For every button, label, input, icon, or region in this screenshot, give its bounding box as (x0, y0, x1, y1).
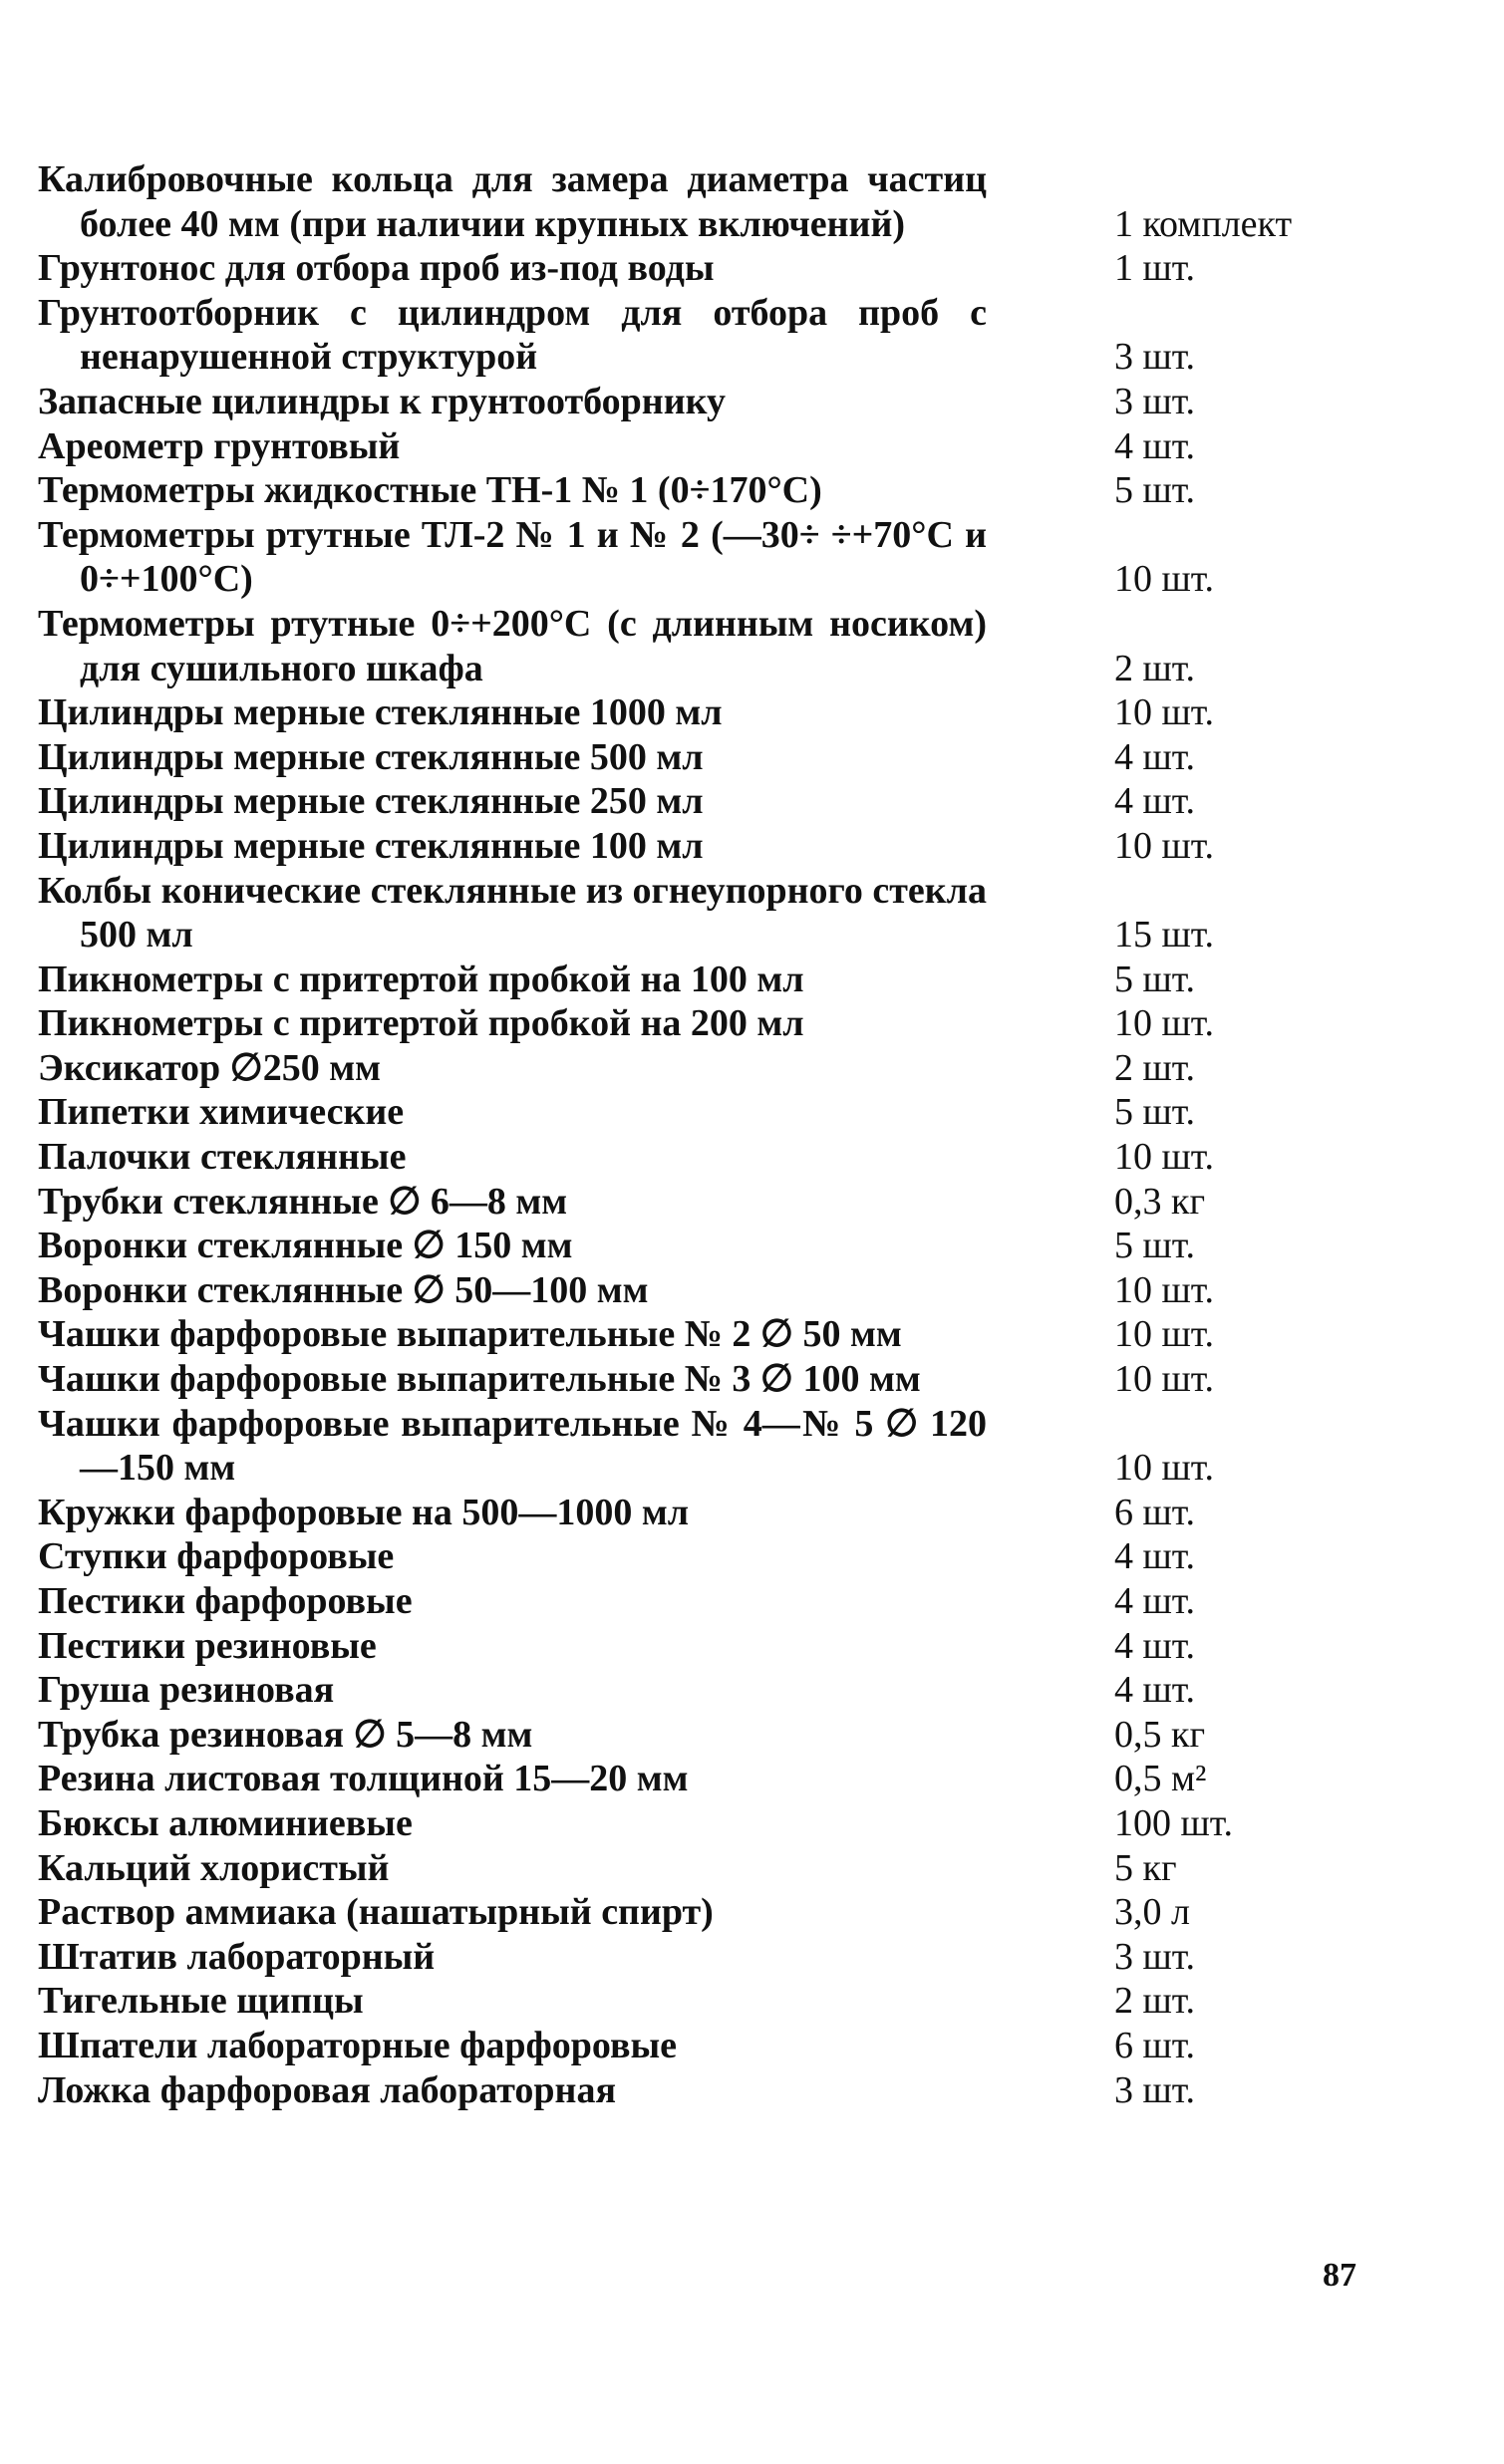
item-quantity: 3 шт. (1114, 2068, 1196, 2111)
equipment-list (38, 157, 1433, 2112)
item-quantity: 4 шт. (1114, 780, 1196, 823)
item-quantity: 4 шт. (1114, 1580, 1196, 1622)
list-item (38, 291, 1433, 380)
item-quantity: 3,0 л (1114, 1891, 1190, 1934)
list-item (38, 869, 1433, 958)
list-item (38, 1402, 1433, 1491)
list-item (38, 513, 1433, 602)
list-item (38, 779, 1433, 824)
list-item (38, 1090, 1433, 1135)
item-quantity: 6 шт. (1114, 2024, 1196, 2066)
item-quantity: 10 шт. (1114, 558, 1215, 601)
item-quantity: 5 шт. (1114, 469, 1196, 512)
item-name: Воронки стеклянные ∅ 50—100 мм (38, 1268, 649, 1311)
item-name: Цилиндры мерные стеклянные 1000 мл (38, 691, 723, 734)
item-name: Термометры ртутные ТЛ-2 № 1 и № 2 (—30÷ ÷+70°С и 0÷+100°С) (38, 513, 987, 601)
list-item (38, 1668, 1433, 1713)
list-item (38, 2024, 1433, 2068)
list-item (38, 380, 1433, 424)
item-name: Чашки фарфоровые выпарительные № 4—№ 5 ∅ 120—150 мм (38, 1402, 987, 1490)
list-item (38, 1135, 1433, 1180)
list-item (38, 468, 1433, 513)
list-item (38, 1935, 1433, 1980)
item-quantity: 10 шт. (1114, 1002, 1215, 1045)
item-name: Пипетки химические (38, 1091, 405, 1134)
item-name: Груша резиновая (38, 1669, 335, 1712)
list-item (38, 424, 1433, 469)
item-quantity: 4 шт. (1114, 424, 1196, 467)
item-quantity: 3 шт. (1114, 1935, 1196, 1978)
item-name: Пикнометры с притертой пробкой на 100 мл (38, 958, 804, 1000)
list-item (38, 735, 1433, 780)
item-name: Палочки стеклянные (38, 1136, 407, 1179)
item-quantity: 100 шт. (1114, 1801, 1234, 1844)
list-item (38, 157, 1433, 246)
list-item (38, 690, 1433, 735)
item-quantity: 0,3 кг (1114, 1180, 1206, 1223)
item-name: Кальций хлористый (38, 1846, 390, 1889)
item-quantity: 2 шт. (1114, 1980, 1196, 2023)
item-name: Пестики фарфоровые (38, 1580, 413, 1622)
item-quantity: 10 шт. (1114, 1136, 1215, 1179)
list-item (38, 246, 1433, 291)
item-quantity: 1 шт. (1114, 247, 1196, 290)
item-name: Ступки фарфоровые (38, 1535, 395, 1578)
item-name: Цилиндры мерные стеклянные 500 мл (38, 735, 704, 778)
list-item (38, 2068, 1433, 2113)
list-item (38, 824, 1433, 869)
list-item (38, 1491, 1433, 1535)
list-item (38, 602, 1433, 690)
item-quantity: 4 шт. (1114, 735, 1196, 778)
item-quantity: 5 шт. (1114, 958, 1196, 1000)
item-quantity: 3 шт. (1114, 380, 1196, 422)
list-item (38, 1757, 1433, 1801)
list-item (38, 1713, 1433, 1758)
item-name: Цилиндры мерные стеклянные 250 мл (38, 780, 704, 823)
item-name: Пестики резиновые (38, 1624, 377, 1667)
item-name: Воронки стеклянные ∅ 150 мм (38, 1225, 573, 1267)
item-quantity: 10 шт. (1114, 1313, 1215, 1356)
list-item (38, 958, 1433, 1002)
item-name: Тигельные щипцы (38, 1980, 364, 2023)
item-name: Резина листовая толщиной 15—20 мм (38, 1758, 689, 1800)
item-name: Трубка резиновая ∅ 5—8 мм (38, 1713, 533, 1756)
item-quantity: 1 комплект (1114, 202, 1293, 245)
list-item (38, 1357, 1433, 1402)
item-name: Штатив лабораторный (38, 1935, 436, 1978)
item-name: Чашки фарфоровые выпарительные № 2 ∅ 50 мм (38, 1313, 902, 1356)
list-item (38, 1312, 1433, 1357)
item-quantity: 0,5 м² (1114, 1758, 1207, 1800)
item-name: Колбы конические стеклянные из огнеупорного стекла 500 мл (38, 869, 987, 957)
item-name: Раствор аммиака (нашатырный спирт) (38, 1891, 714, 1934)
item-name: Запасные цилиндры к грунтоотборнику (38, 380, 726, 422)
list-item (38, 1534, 1433, 1579)
item-quantity: 2 шт. (1114, 1046, 1196, 1089)
list-item (38, 1846, 1433, 1891)
item-name: Грунтонос для отбора проб из-под воды (38, 247, 715, 290)
list-item (38, 1579, 1433, 1624)
item-name: Калибровочные кольца для замера диаметра частиц более 40 мм (при наличии крупных включений) (38, 158, 987, 245)
item-quantity: 6 шт. (1114, 1491, 1196, 1533)
item-name: Пикнометры с притертой пробкой на 200 мл (38, 1002, 804, 1045)
list-item (38, 1224, 1433, 1268)
list-item (38, 1624, 1433, 1669)
item-name: Грунтоотборник с цилиндром для отбора проб с ненарушенной структурой (38, 291, 987, 379)
item-quantity: 5 шт. (1114, 1091, 1196, 1134)
item-quantity: 4 шт. (1114, 1535, 1196, 1578)
item-quantity: 5 кг (1114, 1846, 1177, 1889)
item-name: Шпатели лабораторные фарфоровые (38, 2024, 678, 2066)
item-quantity: 3 шт. (1114, 336, 1196, 379)
list-item (38, 1268, 1433, 1313)
item-name: Бюксы алюминиевые (38, 1801, 413, 1844)
list-item (38, 1046, 1433, 1091)
item-quantity: 0,5 кг (1114, 1713, 1206, 1756)
item-quantity: 15 шт. (1114, 914, 1215, 957)
item-name: Цилиндры мерные стеклянные 100 мл (38, 824, 704, 867)
list-item (38, 1001, 1433, 1046)
item-quantity: 10 шт. (1114, 824, 1215, 867)
item-name: Эксикатор ∅250 мм (38, 1046, 381, 1089)
item-quantity: 10 шт. (1114, 691, 1215, 734)
item-quantity: 10 шт. (1114, 1447, 1215, 1490)
item-quantity: 4 шт. (1114, 1624, 1196, 1667)
page-number: 87 (1323, 2257, 1356, 2294)
item-name: Чашки фарфоровые выпарительные № 3 ∅ 100 мм (38, 1358, 921, 1401)
list-item (38, 1180, 1433, 1225)
item-quantity: 2 шт. (1114, 647, 1196, 689)
item-quantity: 4 шт. (1114, 1669, 1196, 1712)
list-item (38, 1801, 1433, 1846)
list-item (38, 1979, 1433, 2024)
item-name: Термометры ртутные 0÷+200°С (с длинным носиком) для сушильного шкафа (38, 602, 987, 689)
item-name: Ареометр грунтовый (38, 424, 401, 467)
item-quantity: 5 шт. (1114, 1225, 1196, 1267)
item-name: Термометры жидкостные ТН-1 № 1 (0÷170°С) (38, 469, 822, 512)
item-quantity: 10 шт. (1114, 1268, 1215, 1311)
list-item (38, 1890, 1433, 1935)
item-quantity: 10 шт. (1114, 1358, 1215, 1401)
item-name: Ложка фарфоровая лабораторная (38, 2068, 617, 2111)
item-name: Трубки стеклянные ∅ 6—8 мм (38, 1180, 568, 1223)
item-name: Кружки фарфоровые на 500—1000 мл (38, 1491, 690, 1533)
